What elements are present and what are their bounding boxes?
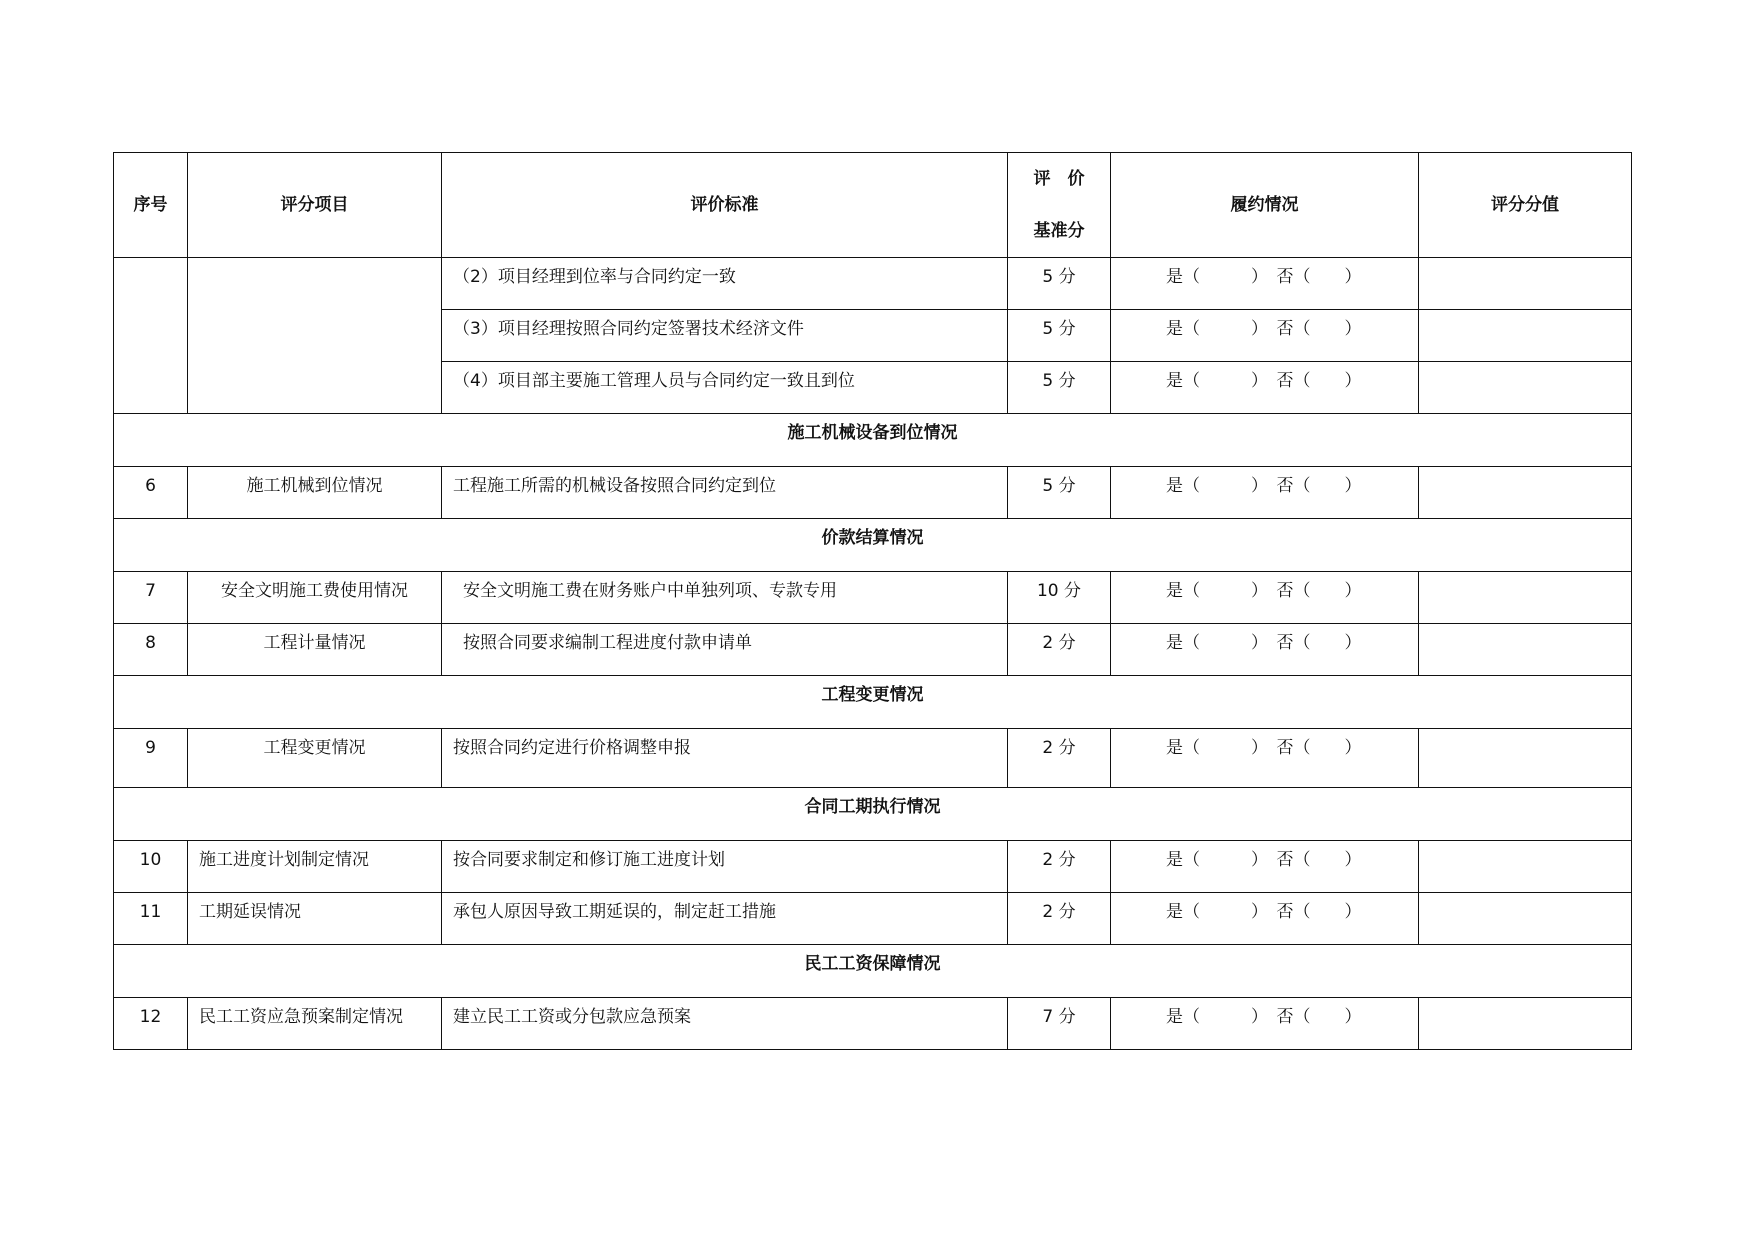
score-cell[interactable] — [1419, 841, 1632, 893]
basis-cell: 2 分 — [1008, 729, 1111, 788]
table-row — [114, 729, 1632, 788]
criteria-cell: 按照合同要求编制工程进度付款申请单 — [442, 624, 1008, 676]
section-title: 民工工资保障情况 — [114, 945, 1632, 998]
header-basis-gap — [1008, 192, 1110, 218]
criteria-cell: （2）项目经理到位率与合同约定一致 — [442, 258, 1008, 310]
section-title: 施工机械设备到位情况 — [114, 414, 1632, 467]
header-basis-line2: 基准分 — [1033, 221, 1085, 241]
item-cell — [188, 258, 442, 414]
criteria-cell: 安全文明施工费在财务账户中单独列项、专款专用 — [442, 572, 1008, 624]
table-row — [114, 467, 1632, 519]
score-cell[interactable] — [1419, 467, 1632, 519]
perf-cell[interactable]: 是（ ） 否（ ） — [1111, 310, 1419, 362]
evaluation-table — [113, 152, 1632, 1050]
perf-cell[interactable]: 是（ ） 否（ ） — [1111, 362, 1419, 414]
section-row — [114, 519, 1632, 572]
section-title: 价款结算情况 — [114, 519, 1632, 572]
table-row — [114, 624, 1632, 676]
perf-cell[interactable]: 是（ ） 否（ ） — [1111, 893, 1419, 945]
criteria-cell: 承包人原因导致工期延误的，制定赶工措施 — [442, 893, 1008, 945]
score-cell[interactable] — [1419, 624, 1632, 676]
criteria-cell: （4）项目部主要施工管理人员与合同约定一致且到位 — [442, 362, 1008, 414]
evaluation-sheet — [113, 152, 1631, 1050]
seq-cell: 12 — [114, 998, 188, 1050]
header-seq: 序号 — [114, 153, 188, 258]
score-cell[interactable] — [1419, 258, 1632, 310]
criteria-cell: （3）项目经理按照合同约定签署技术经济文件 — [442, 310, 1008, 362]
basis-cell: 7 分 — [1008, 998, 1111, 1050]
basis-cell: 5 分 — [1008, 467, 1111, 519]
header-row — [114, 153, 1632, 258]
table-row — [114, 258, 1632, 310]
seq-cell: 7 — [114, 572, 188, 624]
header-criteria: 评价标准 — [442, 153, 1008, 258]
section-row — [114, 945, 1632, 998]
header-perf: 履约情况 — [1111, 153, 1419, 258]
header-score: 评分分值 — [1419, 153, 1632, 258]
table-row — [114, 841, 1632, 893]
criteria-cell: 建立民工工资或分包款应急预案 — [442, 998, 1008, 1050]
seq-cell: 6 — [114, 467, 188, 519]
table-row — [114, 572, 1632, 624]
section-row — [114, 676, 1632, 729]
item-cell: 施工机械到位情况 — [188, 467, 442, 519]
score-cell[interactable] — [1419, 572, 1632, 624]
basis-cell: 5 分 — [1008, 362, 1111, 414]
header-basis — [1008, 153, 1111, 258]
seq-cell: 10 — [114, 841, 188, 893]
criteria-cell: 工程施工所需的机械设备按照合同约定到位 — [442, 467, 1008, 519]
score-cell[interactable] — [1419, 893, 1632, 945]
perf-cell[interactable]: 是（ ） 否（ ） — [1111, 258, 1419, 310]
seq-cell — [114, 258, 188, 414]
perf-cell[interactable]: 是（ ） 否（ ） — [1111, 624, 1419, 676]
basis-cell: 10 分 — [1008, 572, 1111, 624]
item-cell: 施工进度计划制定情况 — [188, 841, 442, 893]
section-row — [114, 414, 1632, 467]
table-row — [114, 998, 1632, 1050]
section-title: 工程变更情况 — [114, 676, 1632, 729]
section-title: 合同工期执行情况 — [114, 788, 1632, 841]
item-cell: 工期延误情况 — [188, 893, 442, 945]
basis-cell: 2 分 — [1008, 624, 1111, 676]
perf-cell[interactable]: 是（ ） 否（ ） — [1111, 841, 1419, 893]
header-basis-line1: 评 价 — [1033, 169, 1085, 189]
score-cell[interactable] — [1419, 998, 1632, 1050]
basis-cell: 2 分 — [1008, 841, 1111, 893]
item-cell: 工程变更情况 — [188, 729, 442, 788]
perf-cell[interactable]: 是（ ） 否（ ） — [1111, 467, 1419, 519]
score-cell[interactable] — [1419, 362, 1632, 414]
table-row — [114, 893, 1632, 945]
seq-cell: 8 — [114, 624, 188, 676]
basis-cell: 2 分 — [1008, 893, 1111, 945]
item-cell: 安全文明施工费使用情况 — [188, 572, 442, 624]
perf-cell[interactable]: 是（ ） 否（ ） — [1111, 998, 1419, 1050]
basis-cell: 5 分 — [1008, 310, 1111, 362]
perf-cell[interactable]: 是（ ） 否（ ） — [1111, 572, 1419, 624]
seq-cell: 11 — [114, 893, 188, 945]
score-cell[interactable] — [1419, 729, 1632, 788]
seq-cell: 9 — [114, 729, 188, 788]
perf-cell[interactable]: 是（ ） 否（ ） — [1111, 729, 1419, 788]
section-row — [114, 788, 1632, 841]
criteria-cell: 按合同要求制定和修订施工进度计划 — [442, 841, 1008, 893]
score-cell[interactable] — [1419, 310, 1632, 362]
header-item: 评分项目 — [188, 153, 442, 258]
item-cell: 工程计量情况 — [188, 624, 442, 676]
item-cell: 民工工资应急预案制定情况 — [188, 998, 442, 1050]
criteria-cell: 按照合同约定进行价格调整申报 — [442, 729, 1008, 788]
basis-cell: 5 分 — [1008, 258, 1111, 310]
